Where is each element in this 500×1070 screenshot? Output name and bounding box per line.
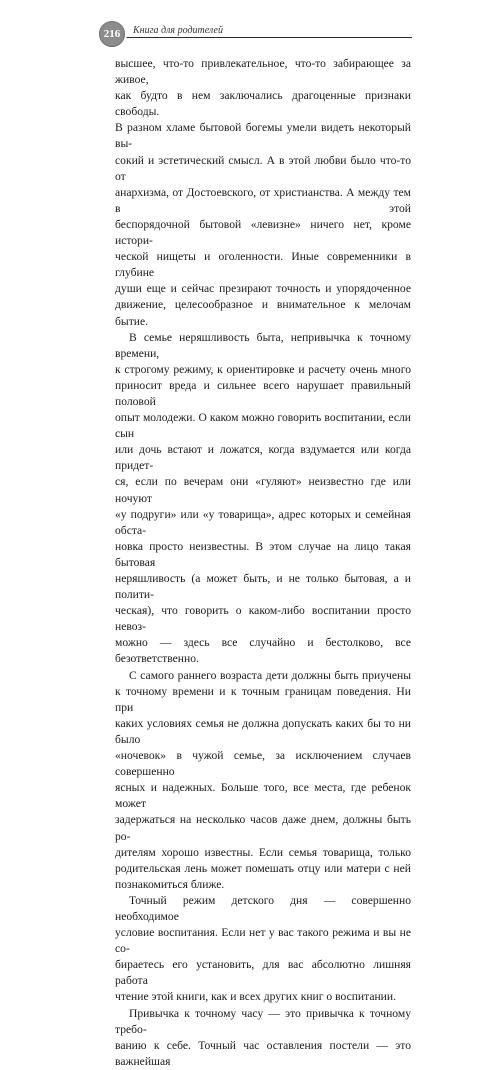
text-line: сокий и эстетический смысл. А в этой любви было что-то от [115, 153, 411, 183]
text-line: опыт молодежи. О каком можно говорить воспитании, если сын [115, 411, 411, 441]
text-line: беспорядочной бытовой «левизне» ничего нет, кроме истори- [115, 217, 411, 248]
text-line: ся, если по вечерам они «гуляют» неизвестно где или ночуют [115, 475, 411, 505]
text-line: высшее, что-то привлекательное, что-то забирающее за живое, [115, 57, 411, 87]
header-rule [100, 37, 412, 38]
text-line: Точный режим детского дня — совершенно необходимое [115, 893, 411, 923]
text-line: Привычка к точному часу — это привычка к точному требо- [115, 1006, 411, 1036]
text-line: к точному времени и к точным границам поведения. Ни при [115, 684, 411, 714]
text-line: движение, целесообразное и внимательное к мелочам бытие. [115, 298, 411, 328]
text-line: В семье неряшливость быта, непривычка к точному времени, [115, 330, 411, 360]
body-text [115, 56, 411, 1070]
text-line: «ночевок» в чужой семье, за исключением случаев совершенно [115, 749, 411, 779]
running-title: Книга для родителей [133, 25, 229, 36]
text-line: «у подруги» или «у товарища», адрес которых и семейная обста- [115, 507, 411, 537]
text-line: неряшливость (а может быть, и не только бытовая, а и полити- [115, 572, 411, 602]
page-number-badge [97, 19, 127, 49]
page-header [0, 0, 500, 60]
text-line: души еще и сейчас презирают точность и упорядоченное [115, 282, 411, 296]
text-line: ясных и надежных. Больше того, все места, где ребенок может [115, 781, 411, 811]
text-line: к строгому режиму, к ориентировке и расчету очень много [115, 362, 411, 376]
text-line: или дочь встают и ложатся, когда вздумается или когда придет- [115, 443, 411, 473]
text-line: можно — здесь все случайно и бестолково, все безответственно. [115, 636, 411, 666]
text-line: как будто в нем заключались драгоценные признаки свободы. [115, 89, 411, 119]
text-line: чтение этой книги, как и всех других книг о воспитании. [115, 990, 396, 1004]
page-number: 216 [99, 21, 125, 47]
text-line: дителям хорошо известны. Если семья товарища, только [115, 845, 411, 859]
text-line: родительская лень может помешать отцу или матери с ней [115, 861, 411, 875]
text-line: задержаться на несколько часов даже днем, должны быть ро- [115, 813, 411, 843]
text-line: приносит вреда и сильнее всего нарушает правильный половой [115, 378, 411, 408]
text-line: условие воспитания. Если нет у вас такого режима и вы не со- [115, 926, 411, 956]
text-line: С самого раннего возраста дети должны быть приучены [129, 668, 411, 682]
text-line: познакомиться ближе. [115, 877, 225, 891]
text-line: ванию к себе. Точный час оставления постели — это важнейшая [115, 1038, 411, 1068]
text-line: каких условиях семья не должна допускать каких бы то ни было [115, 716, 411, 746]
text-line: бираетесь его установить, для вас абсолютно лишняя работа [115, 958, 411, 988]
text-line: ческая), что говорить о каком-либо воспитании просто невоз- [115, 604, 411, 634]
text-line: В разном хламе бытовой богемы умели видеть некоторый вы- [115, 121, 411, 151]
text-line: анархизма, от Достоевского, от христианства. А между тем в этой [115, 185, 411, 215]
text-line: ческой нищеты и оголенности. Иные современники в глубине [115, 250, 411, 280]
text-line: новка просто неизвестны. В этом случае на лицо такая бытовая [115, 539, 411, 569]
